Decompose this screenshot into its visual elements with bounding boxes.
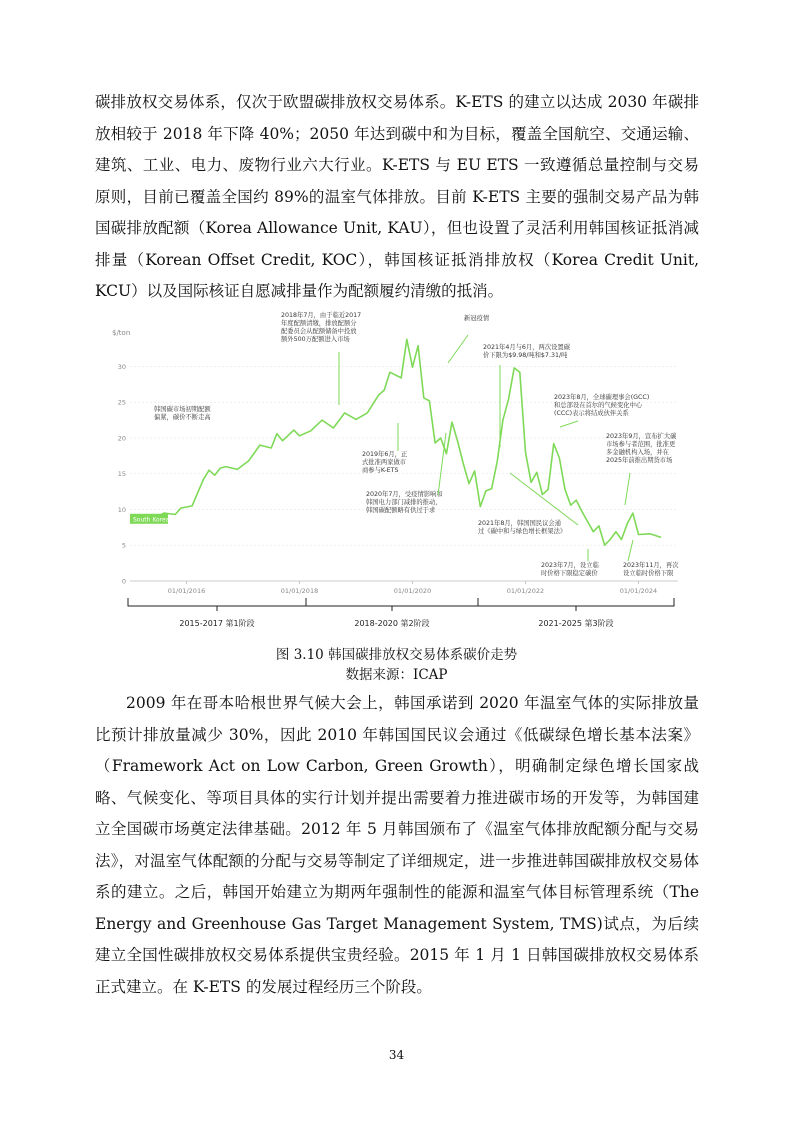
- annotation-text: 2021年8月，韩国国民议会通过《碳中和与绿色增长框架法》: [478, 520, 567, 535]
- annotation-text: 韩国碳市场初期配额偏紧，碳价不断走高: [154, 406, 211, 421]
- figure-source: 数据来源：ICAP: [345, 667, 448, 683]
- y-tick-label: 25: [117, 398, 126, 407]
- series-line-south-korea: [130, 339, 661, 545]
- legend-label: South Korea: [133, 516, 170, 524]
- x-tick-label: 01/01/2016: [167, 587, 206, 595]
- paragraph-1: [95, 87, 699, 308]
- page-number: 34: [388, 1048, 405, 1062]
- figure-caption: 图 3.10 韩国碳排放权交易体系碳价走势: [275, 647, 518, 663]
- x-tick-label: 01/01/2022: [506, 587, 545, 595]
- annotation-text: 2023年9月，宣布扩大碳市场参与者范围，批准更多金融机构入场，并在 2025年前推出期货市场: [606, 433, 677, 464]
- x-tick-label: 01/01/2020: [393, 587, 432, 595]
- paragraph-1-text: 碳排放权交易体系，仅次于欧盟碳排放权交易体系。K-ETS 的建立以达成 2030 年碳排放相较于 2018 年下降 40%；2050 年达到碳中和为目标，覆盖全国航空、交通运输、建筑、工业、电力、废物行业六大行业。K-ETS 与 EU ETS 一致遵循总量控制与交易原则，目前已覆盖全国约 89%的温室气体排放。目前 K-ETS 主要的强制交易产品为韩国碳排放配额（Korea Allowance Unit, KAU），但也设置了灵活利用韩国核证抵消减排量（Korean Offset Credit, KOC），韩国核证抵消排放权（Korea Credit Unit, KCU）以及国际核证自愿减排量作为配额履约清缴的抵消。: [95, 93, 699, 300]
- phase-label: 2018-2020 第2阶段: [354, 619, 430, 628]
- y-axis-label: $/ton: [112, 329, 131, 337]
- y-tick-label: 15: [117, 470, 126, 479]
- y-tick-label: 20: [117, 434, 126, 443]
- y-tick-label: 10: [117, 505, 126, 514]
- annotation-arrow: [628, 540, 633, 561]
- annotation-text: 2019年6月，正式批准两家做市商参与K-ETS: [362, 451, 408, 474]
- x-tick-label: 01/01/2018: [280, 587, 319, 595]
- phase-bracket: [478, 598, 674, 606]
- annotation-text: 2023年8月，全球碳理事会(GCC)和总部设在首尔的气候变化中心(CCC)表示将结成伙伴关系: [554, 394, 650, 417]
- annotation-text: 2018年7月，由于临近2017 年度配额清缴，排放配额分配委员会从配额储备中投放额外500万配额进入市场: [281, 312, 362, 343]
- annotation-text: 2023年11月，再次设立临时价格下限: [623, 562, 679, 577]
- phase-label: 2021-2025 第3阶段: [538, 619, 614, 628]
- annotation-arrow: [560, 421, 578, 427]
- paragraph-2-text: 2009 年在哥本哈根世界气候大会上，韩国承诺到 2020 年温室气体的实际排放量比预计排放量减少 30%，因此 2010 年韩国国民议会通过《低碳绿色增长基本法案》（Framework Act on Low Carbon, Green Growth），明确制定绿色增长国家战略、气候变化、等项目具体的实行计划并提出需要着力推进碳市场的开发等，为韩国建立全国碳市场奠定法律基础。2012 年 5 月韩国颁布了《温室气体排放配额分配与交易法》，对温室气体配额的分配与交易等制定了详细规定，进一步推进韩国碳排放权交易体系的建立。之后，韩国开始建立为期两年强制性的能源和温室气体目标管理系统（The Energy and Greenhouse Gas Target Management System, TMS)试点，为后续建立全国性碳排放权交易体系提供宝贵经验。2015 年 1 月 1 日韩国碳排放权交易体系正式建立。在 K-ETS 的发展过程经历三个阶段。: [95, 694, 699, 996]
- annotation-arrow: [625, 473, 630, 505]
- y-tick-label: 0: [121, 577, 126, 586]
- phase-bracket: [128, 598, 306, 606]
- annotation-arrow: [448, 335, 468, 363]
- annotation-text: 2020年7月，受疫情影响和韩国电力部门减排的推动，韩国碳配额略有供过于求: [366, 491, 443, 514]
- phase-bracket: [306, 598, 478, 606]
- y-tick-label: 5: [121, 541, 126, 550]
- annotation-text: 新冠疫情: [464, 315, 490, 322]
- carbon-price-chart: [108, 305, 688, 645]
- y-tick-label: 30: [117, 362, 126, 371]
- phase-label: 2015-2017 第1阶段: [179, 619, 255, 628]
- annotation-text: 2023年7月，设立临时价格下限稳定碳价: [541, 562, 599, 577]
- x-tick-label: 01/01/2024: [619, 587, 658, 595]
- paragraph-2: [95, 688, 699, 1003]
- chart-svg: [108, 305, 688, 645]
- annotation-text: 2021年4月与6月，两次设置碳价下限为$9.98/吨和$7.31/吨: [483, 344, 571, 359]
